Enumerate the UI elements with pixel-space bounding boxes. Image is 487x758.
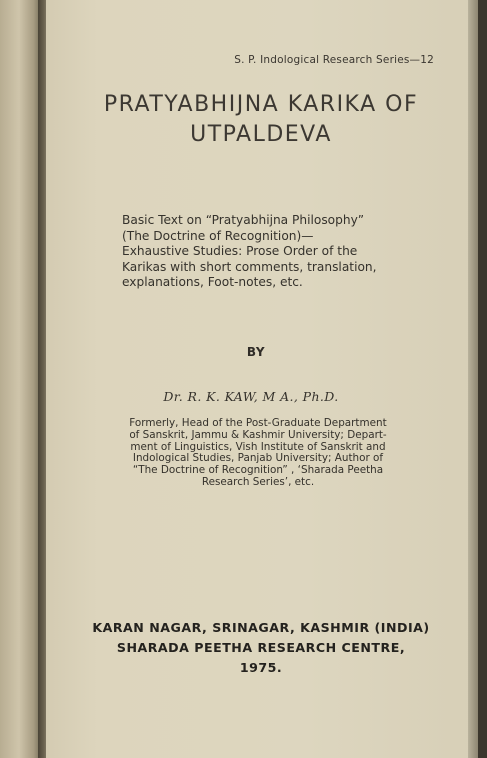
- credentials-line: “The Doctrine of Recognition” , ‘Sharada Peetha: [132, 464, 384, 477]
- subtitle-line: Exhaustive Studies: Prose Order of the: [122, 244, 358, 258]
- subtitle-line: Karikas with short comments, translation,: [122, 259, 377, 274]
- credentials-line: of Sanskrit, Jammu & Kashmir University; Depart-: [129, 428, 387, 441]
- book-title: [66, 90, 456, 150]
- author-credentials: [108, 418, 408, 489]
- series-line: S. P. Indological Research Series—12: [234, 54, 434, 66]
- subtitle-line: (The Doctrine of Recognition)—: [122, 228, 314, 243]
- credentials-line: Research Series’, etc.: [201, 475, 315, 488]
- title-line: PRATYABHIJNA KARIKA OF: [103, 92, 419, 117]
- publisher-line: SHARADA PEETHA RESEARCH CENTRE,: [116, 640, 406, 655]
- credentials-line: ment of Linguistics, Vish Institute of Sanskrit and: [130, 440, 386, 453]
- publisher-line: 1975.: [239, 660, 283, 675]
- author-name: Dr. R. K. KAW, M A., Ph.D.: [163, 389, 339, 404]
- book-subtitle: [122, 213, 442, 291]
- credentials-line: Indological Studies, Panjab University; Author of: [132, 452, 384, 465]
- title-page: [46, 0, 478, 758]
- subtitle-line: explanations, Foot-notes, etc.: [122, 275, 303, 289]
- title-line: UTPALDEVA: [190, 122, 332, 147]
- by-label: BY: [246, 345, 266, 359]
- publisher-line: KARAN NAGAR, SRINAGAR, KASHMIR (INDIA): [92, 620, 430, 635]
- publisher-block: [46, 618, 476, 678]
- subtitle-line: Basic Text on “Pratyabhijna Philosophy”: [122, 213, 365, 227]
- facing-page-edge: [0, 0, 42, 758]
- credentials-line: Formerly, Head of the Post-Graduate Department: [129, 417, 387, 429]
